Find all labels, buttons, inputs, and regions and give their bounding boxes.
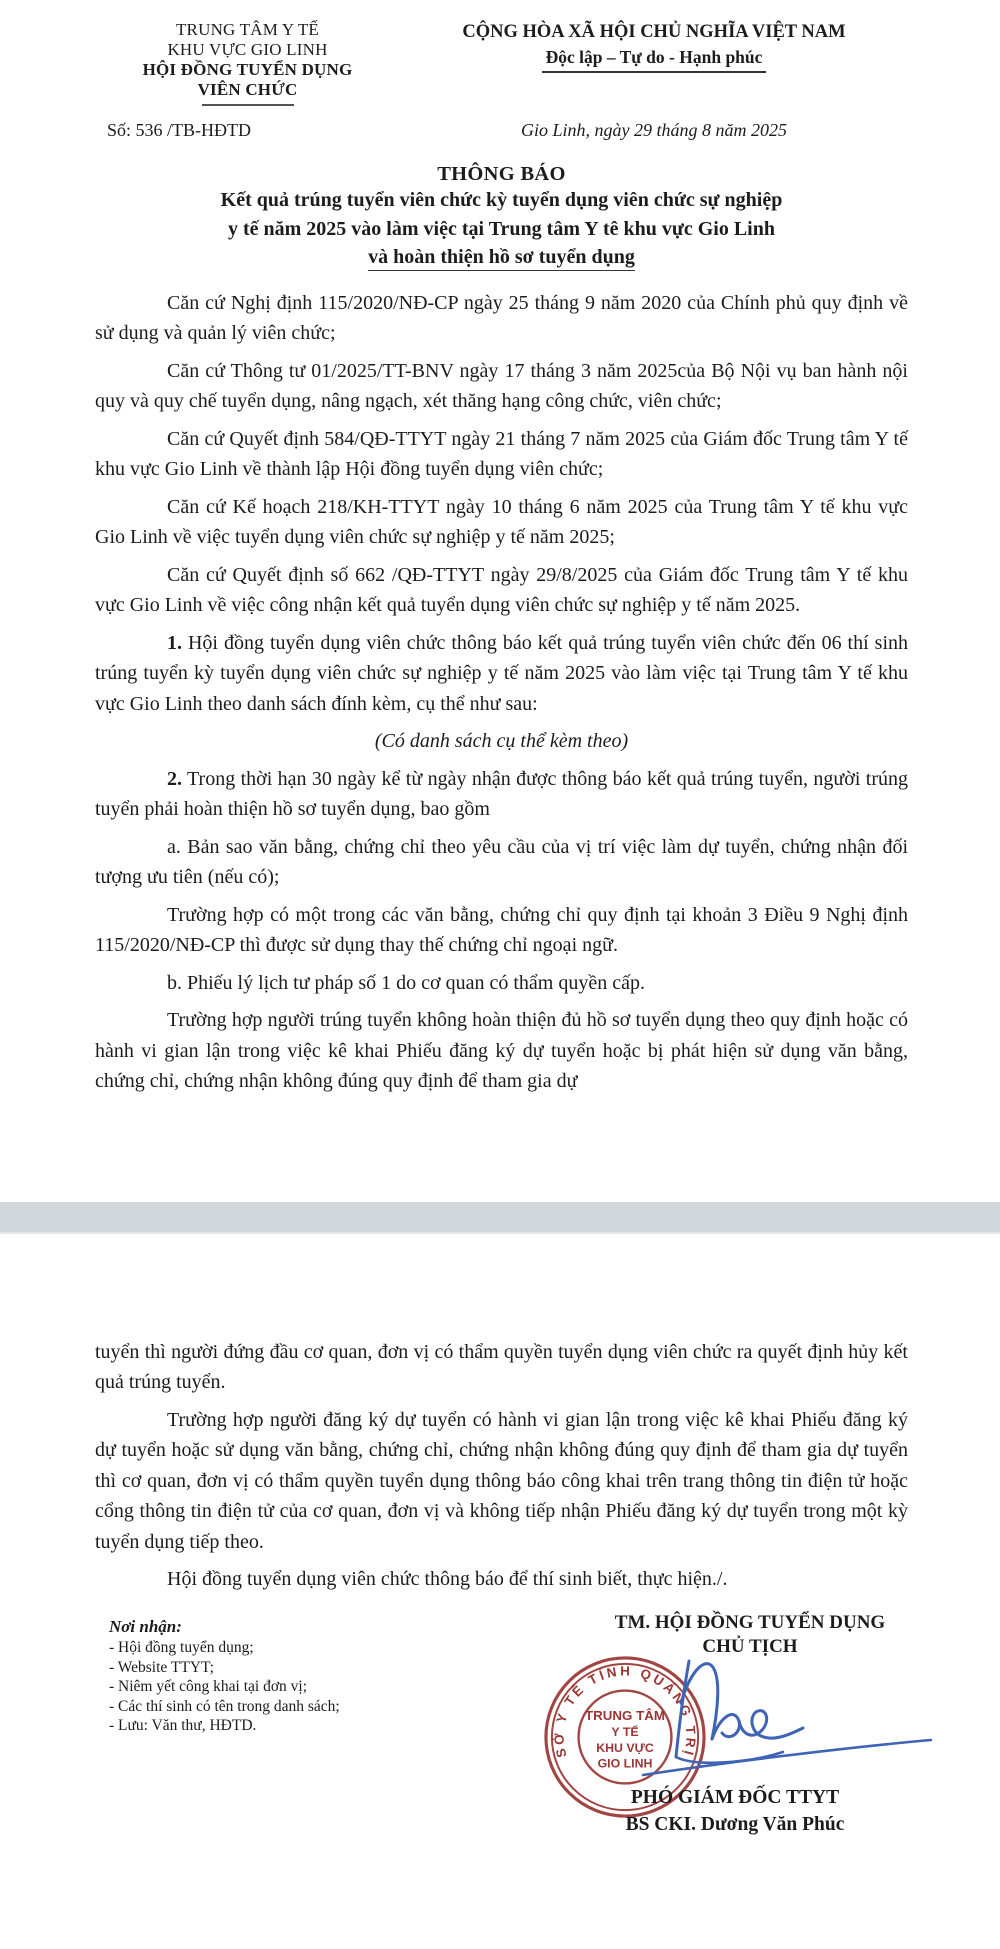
motto-line2: Độc lập – Tự do - Hạnh phúc xyxy=(542,47,767,73)
national-motto-block xyxy=(400,20,908,73)
stamp-center-line2: Y TẾ xyxy=(611,1724,639,1739)
paragraph: Trường hợp người đăng ký dự tuyển có hành vi gian lận trong việc kê khai Phiếu đăng ký dự tuyển hoặc sử dụng văn bằng, chứng chỉ, chứng nhận không đúng quy định để tham gia dự tuyển thì cơ quan, đơn vị có thẩm quyền tuyển dụng thông báo công khai trên trang thông tin điện tử hoặc cổng thông tin điện tử của cơ quan, đơn vị và không tiếp nhận Phiếu đăng ký dự tuyển trong một kỳ tuyển dụng tiếp theo. xyxy=(95,1408,908,1553)
page2-body xyxy=(95,1337,908,1595)
recipient-item: - Website TTYT; xyxy=(109,1658,214,1676)
paragraph: tuyển thì người đứng đầu cơ quan, đơn vị có thẩm quyền tuyển dụng viên chức ra quyết định hủy kết quả trúng tuyển. xyxy=(95,1340,908,1393)
paragraph: Căn cứ Nghị định 115/2020/NĐ-CP ngày 25 tháng 9 năm 2020 của Chính phủ quy định về sử dụng và quản lý viên chức; xyxy=(95,291,908,344)
document-number: Số: 536 /TB-HĐTD xyxy=(107,120,251,140)
title-line2: y tế năm 2025 vào làm việc tại Trung tâm Y tê khu vực Gio Linh xyxy=(227,217,775,240)
paragraph: Hội đồng tuyển dụng viên chức thông báo để thí sinh biết, thực hiện./. xyxy=(167,1568,728,1590)
stamp-ring-text: SỞ Y TẾ TỈNH QUẢNG TRỊ xyxy=(551,1662,699,1760)
stamp-center-line4: GIO LINH xyxy=(597,1756,653,1771)
org-name-line1: TRUNG TÂM Y TẾ xyxy=(175,20,320,39)
org-name-line2: KHU VỰC GIO LINH xyxy=(167,40,328,59)
paragraph: b. Phiếu lý lịch tư pháp số 1 do cơ quan có thẩm quyền cấp. xyxy=(167,971,645,994)
recipient-item: - Lưu: Văn thư, HĐTD. xyxy=(109,1717,257,1734)
stamp-center-line1: TRUNG TÂM xyxy=(585,1707,665,1723)
document-header xyxy=(95,20,908,106)
document-type-title: THÔNG BÁO xyxy=(437,163,566,185)
motto-line1: CỘNG HÒA XÃ HỘI CHỦ NGHĨA VIỆT NAM xyxy=(462,22,846,42)
place-and-date: Gio Linh, ngày 29 tháng 8 năm 2025 xyxy=(520,120,787,140)
signing-authority: TM. HỘI ĐỒNG TUYỂN DỤNG xyxy=(614,1611,886,1633)
paragraph: a. Bản sao văn bằng, chứng chỉ theo yêu cầu của vị trí việc làm dự tuyển, chứng nhận đối tượng ưu tiên (nếu có); xyxy=(95,835,908,888)
issuing-org-block xyxy=(95,20,400,106)
paragraph: Căn cứ Thông tư 01/2025/TT-BNV ngày 17 tháng 3 năm 2025của Bộ Nội vụ ban hành nội quy và quy chế tuyển dụng, nâng ngạch, xét thăng hạng công chức, viên chức; xyxy=(95,359,908,412)
paragraph: Căn cứ Kế hoạch 218/KH-TTYT ngày 10 tháng 6 năm 2025 của Trung tâm Y tế khu vực Gio Linh về việc tuyển dụng viên chức sự nghiệp y tế năm 2025; xyxy=(95,495,908,548)
recipient-item: - Niêm yết công khai tại đơn vị; xyxy=(109,1678,308,1695)
title-line1: Kết quả trúng tuyển viên chức kỳ tuyển dụng viên chức sự nghiệp xyxy=(220,189,783,211)
page2-top-margin xyxy=(95,1234,908,1330)
org-underline xyxy=(202,103,294,106)
signing-role: CHỦ TỊCH xyxy=(702,1635,798,1657)
attachment-note: (Có danh sách cụ thể kèm theo) xyxy=(374,730,629,752)
signing-block xyxy=(535,1611,965,1835)
paragraph-item-2: 2. Trong thời hạn 30 ngày kể từ ngày nhận được thông báo kết quả trúng tuyển, người trúng tuyển phải hoàn thiện hồ sơ tuyển dụng, bao gồm xyxy=(95,767,908,820)
recipient-item: - Hội đồng tuyển dụng; xyxy=(109,1639,254,1656)
paragraph: Trường hợp có một trong các văn bằng, chứng chỉ quy định tại khoản 3 Điều 9 Nghị định 115/2020/NĐ-CP thì được sử dụng thay thế chứng chỉ ngoại ngữ. xyxy=(95,903,908,956)
page-separator-band xyxy=(0,1202,1000,1234)
handwritten-signature xyxy=(631,1645,945,1797)
recipients-label: Nơi nhận: xyxy=(109,1616,182,1636)
item-number: 2. xyxy=(167,767,182,790)
recipients-block xyxy=(109,1617,340,1736)
item-number: 1. xyxy=(167,631,182,654)
signer-position: PHÓ GIÁM ĐỐC TTYT xyxy=(630,1786,840,1808)
page1-body xyxy=(95,288,908,1097)
title-line3: và hoàn thiện hồ sơ tuyển dụng xyxy=(95,243,908,272)
signer-name: BS CKI. Dương Văn Phúc xyxy=(625,1813,845,1835)
recipient-item: - Các thí sinh có tên trong danh sách; xyxy=(109,1697,340,1715)
paragraph-item-1: 1. Hội đồng tuyển dụng viên chức thông báo kết quả trúng tuyển viên chức đến 06 thí sinh trúng tuyển kỳ tuyển dụng viên chức sự nghiệp y tế năm 2025 vào làm việc tại Trung tâm Y tế khu vực Gio Linh theo danh sách đính kèm, cụ thể như sau: xyxy=(95,631,908,715)
org-name-line3: HỘI ĐỒNG TUYỂN DỤNG xyxy=(142,60,353,79)
stamp-center-line3: KHU VỰC xyxy=(596,1740,654,1755)
title-block xyxy=(95,163,908,272)
paragraph: Trường hợp người trúng tuyển không hoàn thiện đủ hồ sơ tuyển dụng theo quy định hoặc có hành vi gian lận trong việc kê khai Phiếu đăng ký dự tuyển hoặc bị phát hiện sử dụng văn bằng, chứng chỉ, chứng nhận không đúng quy định để tham gia dự xyxy=(95,1009,908,1092)
number-date-row xyxy=(95,120,908,141)
paragraph: Căn cứ Quyết định 584/QĐ-TTYT ngày 21 tháng 7 năm 2025 của Giám đốc Trung tâm Y tế khu vực Gio Linh về thành lập Hội đồng tuyển dụng viên chức; xyxy=(95,427,908,480)
page1-bottom-margin xyxy=(95,1104,908,1202)
signature-section xyxy=(95,1611,908,1891)
org-name-line4: VIÊN CHỨC xyxy=(197,80,298,99)
paragraph: Căn cứ Quyết định số 662 /QĐ-TTYT ngày 29/8/2025 của Giám đốc Trung tâm Y tế khu vực Gio Linh về việc công nhận kết quả tuyển dụng viên chức sự nghiệp y tế năm 2025. xyxy=(95,563,908,616)
